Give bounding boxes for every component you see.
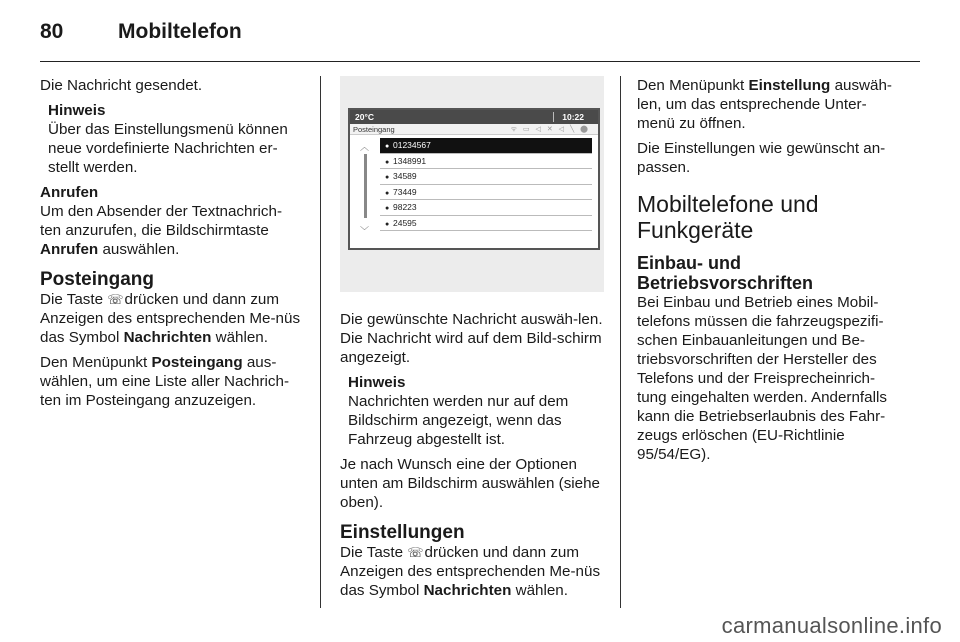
message-number: 1348991	[393, 155, 427, 166]
bold-term: Einstellung	[748, 77, 831, 94]
column-right	[637, 76, 902, 470]
message-icon: ●	[385, 174, 390, 181]
message-list	[380, 138, 592, 231]
watermark: carmanualsonline.info	[721, 613, 942, 638]
paragraph: Die Nachricht gesendet.	[40, 77, 203, 94]
message-list-item[interactable]	[380, 138, 592, 154]
message-number: 73449	[393, 186, 417, 197]
message-number: 01234567	[393, 140, 431, 150]
column-divider	[320, 76, 321, 608]
column-middle	[340, 76, 604, 606]
message-number: 98223	[393, 202, 417, 212]
message-list-item[interactable]	[380, 169, 592, 185]
page-number: 80	[40, 20, 64, 43]
message-list-item[interactable]	[380, 216, 592, 232]
message-icon: ●	[385, 205, 390, 212]
page-title: Mobiltelefon	[118, 20, 242, 43]
screen-illustration	[340, 76, 604, 292]
screen-title-bar	[350, 124, 598, 135]
message-icon: ●	[385, 158, 390, 166]
bold-term: Nachrichten	[123, 329, 212, 346]
heading-mobiltelefone: Mobiltelefone und Funkgeräte	[637, 191, 819, 243]
heading-posteingang: Posteingang	[40, 269, 155, 290]
message-list-item[interactable]	[380, 200, 592, 216]
subheading-anrufen: Anrufen	[40, 184, 99, 201]
phone-key-icon: ☏	[407, 545, 424, 560]
screen-status-bar	[350, 110, 598, 124]
note-text: Über das Einstellungsmenü können neue vordefinierte Nachrichten er-stellt werden.	[48, 121, 288, 176]
paragraph: Die gewünschte Nachricht auswäh-len. Die Nachricht wird auf dem Bild-schirm angezeigt.	[340, 311, 603, 366]
inbox-title: Posteingang	[353, 125, 395, 134]
paragraph: Je nach Wunsch eine der Optionen unten am Bildschirm auswählen (siehe oben).	[340, 456, 601, 511]
message-icon: ●	[385, 189, 390, 197]
temperature: 20°C	[355, 112, 374, 122]
message-number: 24595	[393, 217, 417, 228]
heading-einbau: Einbau- und Betriebsvorschriften	[637, 253, 814, 293]
paragraph: Bei Einbau und Betrieb eines Mobil-telefons müssen die fahrzeugspezifi-schen Einbauanleitungen und Be-triebsvorschriften der Hersteller des Telefons und der Freisprecheinrich-tung eingehalten werden. Andernfalls kann die Betriebserlaubnis des Fahr-zeugs erlöschen (EU-Richtlinie 95/54/EG).	[637, 294, 887, 463]
note-box	[340, 373, 604, 449]
note-title: Hinweis	[348, 374, 406, 391]
chevron-down-icon[interactable]: ﹀	[360, 226, 370, 236]
message-list-item[interactable]	[380, 154, 592, 170]
chevron-up-icon[interactable]: ︿	[360, 142, 370, 152]
paragraph-einstellungen: Die Taste ☏ drücken und dann zum Anzeigen des entsprechenden Me-nüs das Symbol Nachrichten wählen.	[340, 544, 601, 599]
column-divider	[620, 76, 621, 608]
message-list-item[interactable]	[380, 185, 592, 201]
message-number: 34589	[393, 171, 417, 181]
column-left	[40, 76, 302, 416]
clock: 10:22	[562, 112, 584, 122]
message-icon: ●	[385, 220, 390, 228]
scrollbar[interactable]	[360, 138, 372, 238]
status-icons: ᯤ ▭ ◁ ✕ ◁ ╲ ⬤	[510, 126, 590, 133]
message-icon: ●	[385, 143, 390, 150]
paragraph-posteingang-2: Den Menüpunkt Posteingang aus-wählen, um eine Liste aller Nachrich-ten im Posteingang anzuzeigen.	[40, 354, 290, 409]
paragraph-anrufen: Um den Absender der Textnachrich-ten anzurufen, die Bildschirmtaste Anrufen auswählen.	[40, 203, 283, 258]
paragraph: Die Einstellungen wie gewünscht an-passen.	[637, 140, 886, 176]
paragraph-posteingang-1: Die Taste ☏ drücken und dann zum Anzeigen des entsprechenden Me-nüs das Symbol Nachrichten wählen.	[40, 291, 301, 346]
note-title: Hinweis	[48, 102, 106, 119]
note-box	[40, 101, 302, 177]
heading-einstellungen: Einstellungen	[340, 522, 465, 543]
paragraph: Den Menüpunkt Einstellung auswäh-len, um das entsprechende Unter-menü zu öffnen.	[637, 77, 892, 132]
phone-key-icon: ☏	[107, 292, 124, 307]
scroll-track[interactable]	[364, 154, 367, 218]
note-text: Nachrichten werden nur auf dem Bildschirm angezeigt, wenn das Fahrzeug abgestellt ist.	[348, 393, 569, 448]
page-header	[40, 20, 920, 62]
bold-term: Nachrichten	[423, 582, 512, 599]
infotainment-screen	[348, 108, 600, 250]
bold-term: Posteingang	[151, 354, 243, 371]
bold-term: Anrufen	[40, 241, 99, 258]
